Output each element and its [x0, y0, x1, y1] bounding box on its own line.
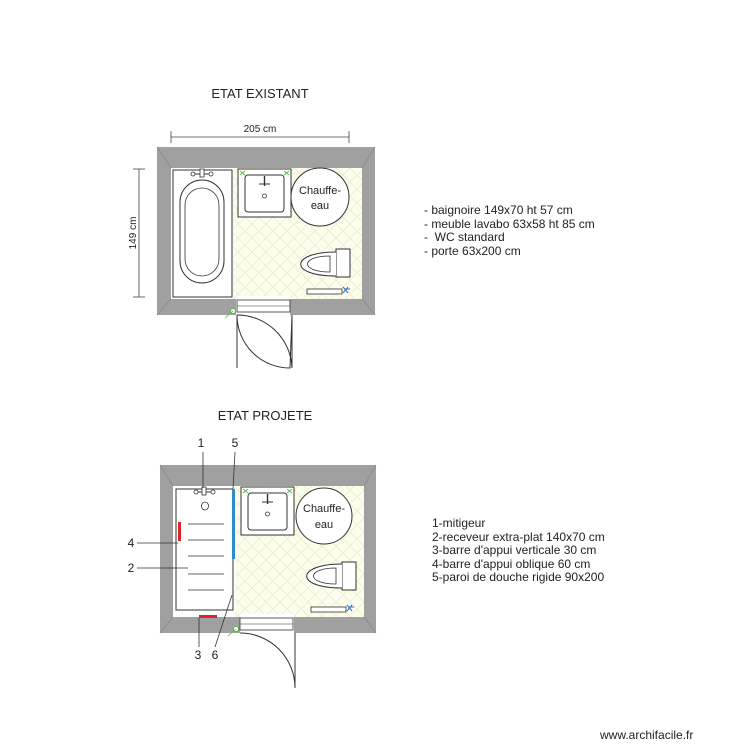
existing-legend-item: - meuble lavabo 63x58 ht 85 cm — [424, 216, 595, 231]
project-shower-tray — [176, 487, 233, 610]
project-shower-panel — [232, 489, 235, 559]
existing-width-label: 205 cm — [243, 124, 277, 135]
credit-link[interactable]: www.archifacile.fr — [600, 728, 694, 742]
existing-width-dimension — [171, 124, 349, 143]
project-water-heater — [296, 488, 352, 544]
existing-heater-label-1: Chauffe- — [299, 185, 341, 197]
project-legend-item: 4-barre d'appui oblique 60 cm — [432, 556, 591, 571]
callout-4: 4 — [127, 536, 135, 550]
project-title: ETAT PROJETE — [217, 408, 313, 423]
existing-title: ETAT EXISTANT — [211, 86, 309, 101]
existing-legend — [424, 204, 595, 258]
project-heater-label-2: eau — [314, 519, 334, 531]
project-legend — [432, 517, 605, 585]
existing-height-dimension — [128, 169, 145, 297]
existing-bathtub — [173, 169, 232, 297]
project-legend-item: 5-paroi de douche rigide 90x200 — [432, 570, 605, 584]
existing-door — [225, 300, 292, 368]
project-drain-icon — [202, 502, 209, 510]
existing-heater-label-2: eau — [310, 200, 330, 212]
existing-water-heater — [291, 168, 349, 226]
existing-legend-item: - WC standard — [424, 230, 505, 244]
existing-height-label: 149 cm — [128, 216, 139, 250]
callout-6: 6 — [211, 648, 219, 662]
project-heater-label-1: Chauffe- — [303, 503, 345, 515]
project-door — [228, 618, 295, 688]
callout-2: 2 — [127, 561, 135, 575]
project-legend-item: 3-barre d'appui verticale 30 cm — [432, 543, 597, 557]
existing-vanity — [238, 169, 291, 217]
callout-3: 3 — [194, 648, 202, 662]
existing-legend-item: - porte 63x200 cm — [424, 243, 521, 258]
project-vanity — [241, 487, 294, 535]
project-legend-item: 2-receveur extra-plat 140x70 cm — [432, 529, 605, 544]
callout-5: 5 — [231, 436, 239, 450]
callout-1: 1 — [197, 436, 205, 450]
project-grab-bar-oblique — [178, 522, 181, 541]
project-grab-bar-vertical — [199, 615, 217, 618]
existing-legend-item: - baignoire 149x70 ht 57 cm — [424, 203, 573, 217]
project-legend-item: 1-mitigeur — [432, 516, 486, 530]
